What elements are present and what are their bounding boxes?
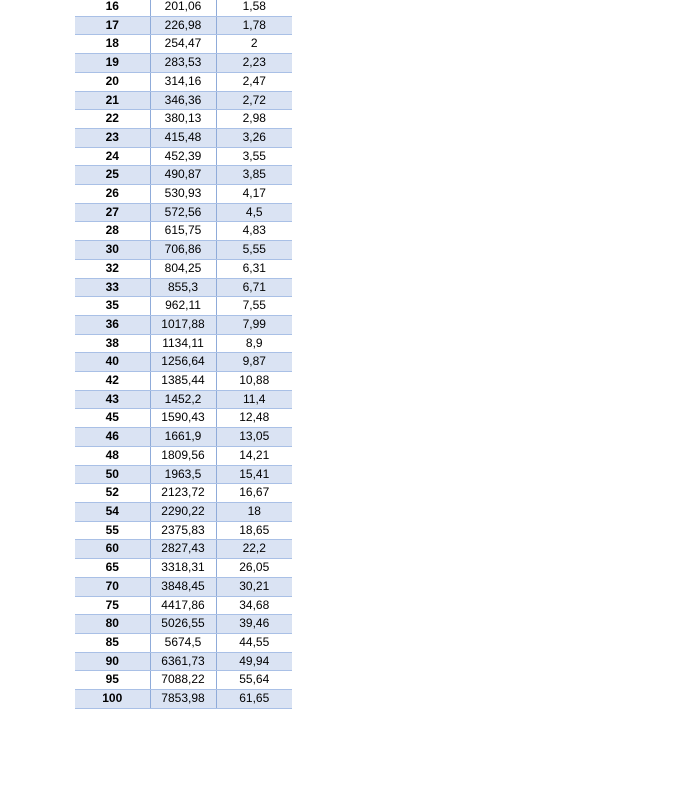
weight-cell: 6,71: [216, 278, 292, 297]
area-cell: 6361,73: [150, 652, 216, 671]
area-cell: 283,53: [150, 54, 216, 73]
table-row: [75, 54, 292, 73]
table-row: [75, 690, 292, 709]
table-row: [75, 241, 292, 260]
diameter-cell: 20: [75, 72, 150, 91]
diameter-cell: 21: [75, 91, 150, 110]
area-cell: 804,25: [150, 259, 216, 278]
weight-cell: 4,83: [216, 222, 292, 241]
area-cell: 7088,22: [150, 671, 216, 690]
weight-cell: 16,67: [216, 484, 292, 503]
table-row: [75, 128, 292, 147]
table-row: [75, 521, 292, 540]
area-cell: 706,86: [150, 241, 216, 260]
data-table-container: [75, 0, 292, 709]
diameter-cell: 70: [75, 577, 150, 596]
diameter-cell: 19: [75, 54, 150, 73]
area-cell: 1809,56: [150, 446, 216, 465]
table-row: [75, 465, 292, 484]
area-cell: 380,13: [150, 110, 216, 129]
area-cell: 7853,98: [150, 690, 216, 709]
weight-cell: 1,78: [216, 16, 292, 35]
diameter-cell: 30: [75, 241, 150, 260]
diameter-cell: 48: [75, 446, 150, 465]
diameter-cell: 16: [75, 0, 150, 16]
weight-cell: 44,55: [216, 633, 292, 652]
weight-cell: 3,55: [216, 147, 292, 166]
area-cell: 254,47: [150, 35, 216, 54]
area-cell: 962,11: [150, 297, 216, 316]
diameter-cell: 46: [75, 428, 150, 447]
table-row: [75, 110, 292, 129]
diameter-cell: 32: [75, 259, 150, 278]
weight-cell: 22,2: [216, 540, 292, 559]
diameter-cell: 28: [75, 222, 150, 241]
table-body: [75, 0, 292, 708]
weight-cell: 10,88: [216, 372, 292, 391]
weight-cell: 34,68: [216, 596, 292, 615]
table-row: [75, 203, 292, 222]
weight-cell: 6,31: [216, 259, 292, 278]
table-row: [75, 428, 292, 447]
table-row: [75, 72, 292, 91]
area-cell: 2290,22: [150, 502, 216, 521]
table-row: [75, 91, 292, 110]
table-row: [75, 652, 292, 671]
diameter-cell: 36: [75, 315, 150, 334]
area-cell: 5026,55: [150, 615, 216, 634]
weight-cell: 26,05: [216, 559, 292, 578]
weight-cell: 30,21: [216, 577, 292, 596]
diameter-cell: 17: [75, 16, 150, 35]
weight-cell: 2,98: [216, 110, 292, 129]
weight-cell: 4,17: [216, 185, 292, 204]
table-row: [75, 334, 292, 353]
diameter-cell: 25: [75, 166, 150, 185]
table-row: [75, 633, 292, 652]
table-row: [75, 0, 292, 16]
weight-cell: 18,65: [216, 521, 292, 540]
weight-cell: 2: [216, 35, 292, 54]
area-cell: 5674,5: [150, 633, 216, 652]
weight-cell: 2,23: [216, 54, 292, 73]
diameter-cell: 33: [75, 278, 150, 297]
diameter-cell: 26: [75, 185, 150, 204]
weight-cell: 49,94: [216, 652, 292, 671]
weight-cell: 61,65: [216, 690, 292, 709]
weight-cell: 3,26: [216, 128, 292, 147]
area-cell: 314,16: [150, 72, 216, 91]
table-row: [75, 559, 292, 578]
area-cell: 1661,9: [150, 428, 216, 447]
diameter-cell: 90: [75, 652, 150, 671]
weight-cell: 9,87: [216, 353, 292, 372]
table-row: [75, 147, 292, 166]
area-cell: 1452,2: [150, 390, 216, 409]
table-row: [75, 166, 292, 185]
table-row: [75, 671, 292, 690]
diameter-cell: 55: [75, 521, 150, 540]
table-row: [75, 35, 292, 54]
table-row: [75, 278, 292, 297]
weight-cell: 18: [216, 502, 292, 521]
table-row: [75, 222, 292, 241]
area-cell: 2375,83: [150, 521, 216, 540]
diameter-cell: 100: [75, 690, 150, 709]
weight-cell: 7,99: [216, 315, 292, 334]
diameter-cell: 40: [75, 353, 150, 372]
table-row: [75, 315, 292, 334]
weight-cell: 2,72: [216, 91, 292, 110]
diameter-cell: 52: [75, 484, 150, 503]
table-row: [75, 353, 292, 372]
table-row: [75, 16, 292, 35]
area-cell: 4417,86: [150, 596, 216, 615]
table-row: [75, 502, 292, 521]
diameter-cell: 27: [75, 203, 150, 222]
diameter-cell: 54: [75, 502, 150, 521]
table-row: [75, 372, 292, 391]
diameter-cell: 38: [75, 334, 150, 353]
weight-cell: 11,4: [216, 390, 292, 409]
diameter-cell: 80: [75, 615, 150, 634]
diameter-cell: 18: [75, 35, 150, 54]
table-row: [75, 409, 292, 428]
area-cell: 452,39: [150, 147, 216, 166]
weight-cell: 5,55: [216, 241, 292, 260]
diameter-cell: 60: [75, 540, 150, 559]
diameter-cell: 35: [75, 297, 150, 316]
table-row: [75, 390, 292, 409]
area-cell: 2827,43: [150, 540, 216, 559]
diameter-cell: 75: [75, 596, 150, 615]
area-cell: 346,36: [150, 91, 216, 110]
weight-cell: 7,55: [216, 297, 292, 316]
weight-cell: 39,46: [216, 615, 292, 634]
area-cell: 490,87: [150, 166, 216, 185]
weight-cell: 12,48: [216, 409, 292, 428]
area-cell: 530,93: [150, 185, 216, 204]
area-cell: 415,48: [150, 128, 216, 147]
table-row: [75, 484, 292, 503]
table-row: [75, 297, 292, 316]
weight-cell: 2,47: [216, 72, 292, 91]
diameter-cell: 22: [75, 110, 150, 129]
diameter-cell: 95: [75, 671, 150, 690]
diameter-cell: 43: [75, 390, 150, 409]
area-cell: 1385,44: [150, 372, 216, 391]
area-cell: 226,98: [150, 16, 216, 35]
diameter-cell: 45: [75, 409, 150, 428]
diameter-cell: 42: [75, 372, 150, 391]
diameter-cell: 85: [75, 633, 150, 652]
area-cell: 855,3: [150, 278, 216, 297]
area-cell: 1590,43: [150, 409, 216, 428]
table-row: [75, 446, 292, 465]
weight-cell: 14,21: [216, 446, 292, 465]
weight-cell: 13,05: [216, 428, 292, 447]
table-row: [75, 185, 292, 204]
weight-cell: 15,41: [216, 465, 292, 484]
table-row: [75, 596, 292, 615]
area-cell: 1256,64: [150, 353, 216, 372]
data-table: [75, 0, 292, 709]
weight-cell: 8,9: [216, 334, 292, 353]
weight-cell: 1,58: [216, 0, 292, 16]
area-cell: 201,06: [150, 0, 216, 16]
area-cell: 2123,72: [150, 484, 216, 503]
diameter-cell: 65: [75, 559, 150, 578]
weight-cell: 4,5: [216, 203, 292, 222]
area-cell: 1017,88: [150, 315, 216, 334]
area-cell: 1134,11: [150, 334, 216, 353]
table-row: [75, 259, 292, 278]
area-cell: 3318,31: [150, 559, 216, 578]
area-cell: 615,75: [150, 222, 216, 241]
table-row: [75, 577, 292, 596]
area-cell: 572,56: [150, 203, 216, 222]
area-cell: 3848,45: [150, 577, 216, 596]
weight-cell: 55,64: [216, 671, 292, 690]
table-row: [75, 540, 292, 559]
diameter-cell: 24: [75, 147, 150, 166]
diameter-cell: 23: [75, 128, 150, 147]
diameter-cell: 50: [75, 465, 150, 484]
table-row: [75, 615, 292, 634]
weight-cell: 3,85: [216, 166, 292, 185]
area-cell: 1963,5: [150, 465, 216, 484]
